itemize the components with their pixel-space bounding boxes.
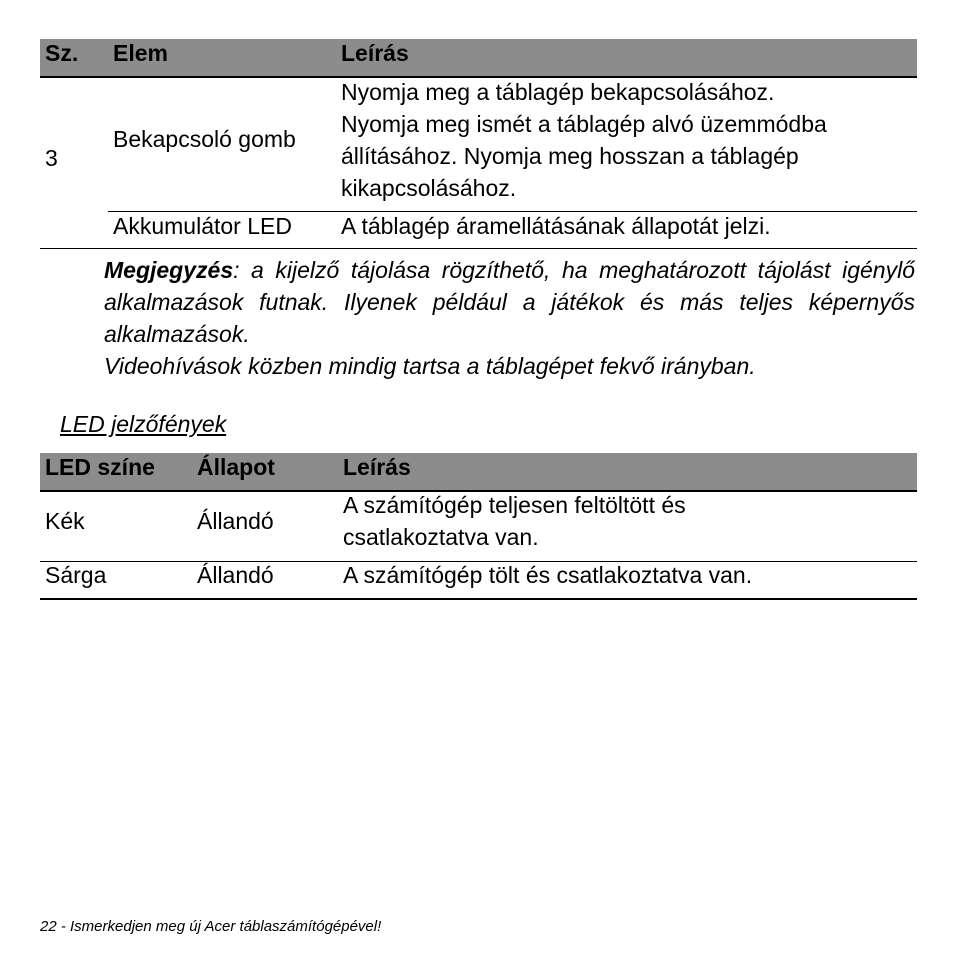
battery-led-desc: A táblagép áramellátásának állapotát jelzi. bbox=[341, 213, 771, 239]
column-header-description: Leírás bbox=[341, 40, 409, 66]
item-battery-led: Akkumulátor LED bbox=[113, 213, 292, 239]
column-header-number: Sz. bbox=[45, 40, 79, 66]
table-header-bar bbox=[40, 39, 917, 78]
note-paragraph bbox=[104, 254, 915, 350]
column-header-state: Állapot bbox=[197, 454, 275, 480]
table-bottom-border bbox=[40, 248, 917, 249]
power-button-desc-line: kikapcsolásához. bbox=[341, 175, 517, 201]
page-footer: 22 - Ismerkedjen meg új Acer táblaszámítógépével! bbox=[40, 918, 382, 935]
table-led-lights bbox=[0, 440, 954, 610]
led-state-yellow: Állandó bbox=[197, 562, 274, 588]
note-line-video-calls: Videohívások közben mindig tartsa a táblagépet fekvő irányban. bbox=[104, 353, 756, 379]
power-button-desc-line: állításához. Nyomja meg hosszan a táblagép bbox=[341, 143, 799, 169]
item-power-button: Bekapcsoló gomb bbox=[113, 126, 296, 152]
note-text: : a kijelző tájolása rögzíthető, ha meghatározott tájolást igénylő alkalmazások futnak. Ilyenek például a játékok és más teljes képernyős alkalmazások. bbox=[104, 257, 915, 347]
led-state-blue: Állandó bbox=[197, 508, 274, 534]
column-header-led-color: LED színe bbox=[45, 454, 155, 480]
led-desc-yellow: A számítógép tölt és csatlakoztatva van. bbox=[343, 562, 753, 588]
led-desc-blue-line: csatlakoztatva van. bbox=[343, 524, 539, 550]
table-components bbox=[0, 0, 954, 250]
table-header-bar bbox=[40, 453, 917, 492]
column-header-description: Leírás bbox=[343, 454, 411, 480]
led-color-yellow: Sárga bbox=[45, 562, 107, 588]
row-number: 3 bbox=[45, 145, 58, 171]
note-label: Megjegyzés bbox=[104, 257, 234, 283]
column-header-item: Elem bbox=[113, 40, 168, 66]
power-button-desc-line: Nyomja meg a táblagép bekapcsolásához. bbox=[341, 79, 775, 105]
table-bottom-border bbox=[40, 598, 917, 600]
power-button-desc-line: Nyomja meg ismét a táblagép alvó üzemmódba bbox=[341, 111, 827, 137]
led-desc-blue-line: A számítógép teljesen feltöltött és bbox=[343, 492, 686, 518]
led-color-blue: Kék bbox=[45, 508, 85, 534]
section-title-led-lights: LED jelzőfények bbox=[60, 411, 227, 437]
